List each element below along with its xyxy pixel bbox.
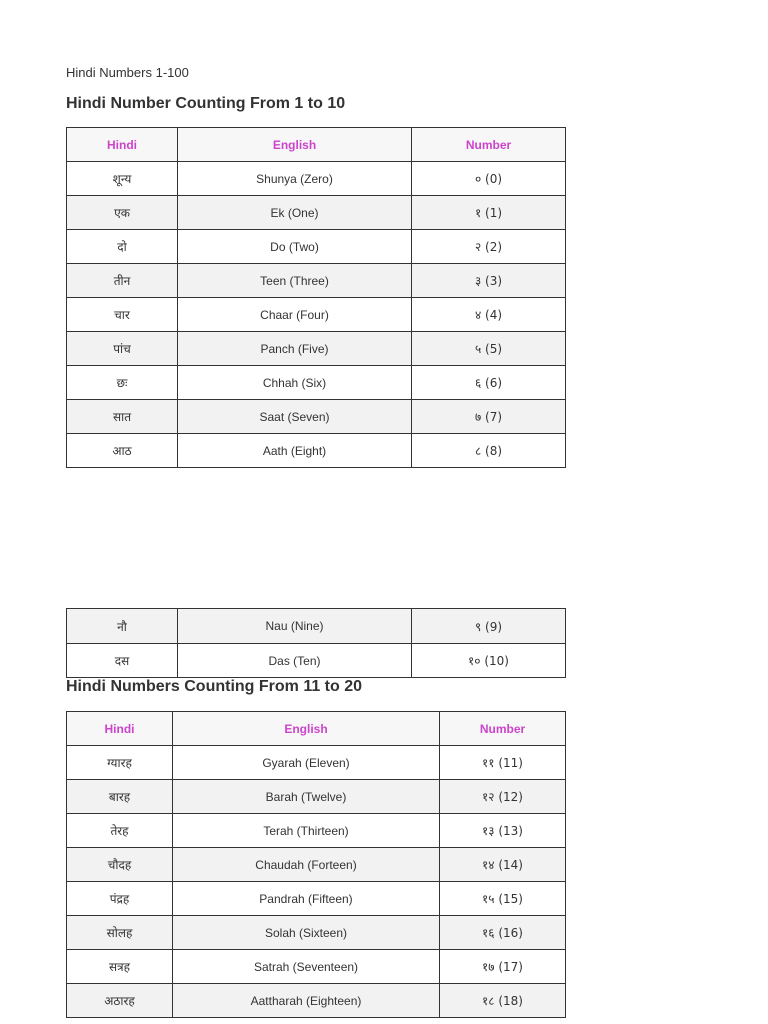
hindi-cell: पांच [67, 332, 178, 366]
table-header-row [67, 712, 566, 746]
number-cell: १७ (17) [440, 950, 566, 984]
hindi-cell: एक [67, 196, 178, 230]
table-row [67, 196, 566, 230]
number-cell: ४ (4) [412, 298, 566, 332]
numbers-table-11-to-20 [66, 711, 566, 1018]
hindi-cell: बारह [67, 780, 173, 814]
table-row [67, 916, 566, 950]
number-cell: १३ (13) [440, 814, 566, 848]
column-header-number: Number [412, 128, 566, 162]
table-row [67, 434, 566, 468]
number-cell: १६ (16) [440, 916, 566, 950]
table-header-row [67, 128, 566, 162]
number-cell: ९ (9) [412, 609, 566, 644]
hindi-cell: तीन [67, 264, 178, 298]
english-cell: Teen (Three) [178, 264, 412, 298]
document-title: Hindi Numbers 1-100 [66, 65, 189, 80]
column-header-english: English [178, 128, 412, 162]
number-cell: ५ (5) [412, 332, 566, 366]
hindi-cell: सोलह [67, 916, 173, 950]
hindi-cell: आठ [67, 434, 178, 468]
table-row [67, 162, 566, 196]
english-cell: Saat (Seven) [178, 400, 412, 434]
hindi-cell: दस [67, 644, 178, 678]
hindi-cell: ग्यारह [67, 746, 173, 780]
table-row [67, 882, 566, 916]
table-row [67, 230, 566, 264]
hindi-cell: शून्य [67, 162, 178, 196]
english-cell: Shunya (Zero) [178, 162, 412, 196]
table-row [67, 644, 566, 678]
column-header-number: Number [440, 712, 566, 746]
column-header-hindi: Hindi [67, 712, 173, 746]
hindi-cell: अठारह [67, 984, 173, 1018]
number-cell: ८ (8) [412, 434, 566, 468]
numbers-table-1-to-10-continued [66, 608, 566, 678]
column-header-english: English [173, 712, 440, 746]
english-cell: Das (Ten) [178, 644, 412, 678]
english-cell: Barah (Twelve) [173, 780, 440, 814]
column-header-hindi: Hindi [67, 128, 178, 162]
hindi-cell: सत्रह [67, 950, 173, 984]
number-cell: ११ (11) [440, 746, 566, 780]
english-cell: Solah (Sixteen) [173, 916, 440, 950]
section-heading-1-to-10: Hindi Number Counting From 1 to 10 [66, 95, 346, 112]
english-cell: Pandrah (Fifteen) [173, 882, 440, 916]
english-cell: Aath (Eight) [178, 434, 412, 468]
table-row [67, 400, 566, 434]
table-row [67, 814, 566, 848]
table-row [67, 950, 566, 984]
number-cell: ६ (6) [412, 366, 566, 400]
number-cell: ३ (3) [412, 264, 566, 298]
english-cell: Aattharah (Eighteen) [173, 984, 440, 1018]
hindi-cell: छः [67, 366, 178, 400]
table-row [67, 780, 566, 814]
number-cell: ७ (7) [412, 400, 566, 434]
number-cell: १४ (14) [440, 848, 566, 882]
table-row [67, 298, 566, 332]
english-cell: Chhah (Six) [178, 366, 412, 400]
english-cell: Panch (Five) [178, 332, 412, 366]
english-cell: Do (Two) [178, 230, 412, 264]
english-cell: Chaar (Four) [178, 298, 412, 332]
english-cell: Satrah (Seventeen) [173, 950, 440, 984]
number-cell: १ (1) [412, 196, 566, 230]
english-cell: Chaudah (Forteen) [173, 848, 440, 882]
hindi-cell: दो [67, 230, 178, 264]
english-cell: Nau (Nine) [178, 609, 412, 644]
table-row [67, 746, 566, 780]
number-cell: २ (2) [412, 230, 566, 264]
hindi-cell: चार [67, 298, 178, 332]
numbers-table-1-to-10 [66, 127, 566, 468]
hindi-cell: सात [67, 400, 178, 434]
number-cell: १५ (15) [440, 882, 566, 916]
hindi-cell: पंद्रह [67, 882, 173, 916]
table-row [67, 366, 566, 400]
number-cell: १८ (18) [440, 984, 566, 1018]
hindi-cell: तेरह [67, 814, 173, 848]
table-row [67, 609, 566, 644]
hindi-cell: चौदह [67, 848, 173, 882]
table-row [67, 848, 566, 882]
number-cell: १२ (12) [440, 780, 566, 814]
english-cell: Ek (One) [178, 196, 412, 230]
english-cell: Gyarah (Eleven) [173, 746, 440, 780]
english-cell: Terah (Thirteen) [173, 814, 440, 848]
table-row [67, 332, 566, 366]
number-cell: १० (10) [412, 644, 566, 678]
table-row [67, 264, 566, 298]
number-cell: ० (0) [412, 162, 566, 196]
hindi-cell: नौ [67, 609, 178, 644]
table-row [67, 984, 566, 1018]
section-heading-11-to-20: Hindi Numbers Counting From 11 to 20 [66, 678, 363, 695]
